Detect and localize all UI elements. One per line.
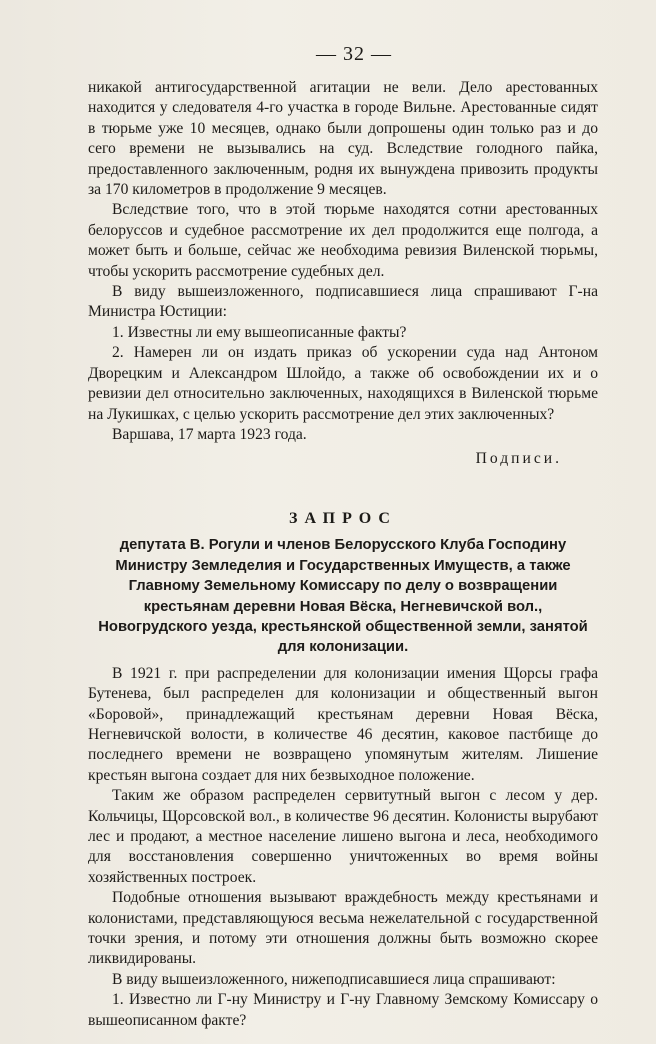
signatures: Подписи. [475,450,562,468]
request-question-1: 1. Известно ли Г-ну Министру и Г-ну Главному Земскому Комиссару о вышеописанном факте? [88,991,598,1029]
request-subtitle: депутата В. Рогули и членов Белорусского Клуба Господину Министру Земледелия и Государственных Имуществ, а также Главному Земельному Комиссару по делу о возвращении крестьянам деревни Новая Вёска, Негневичской вол., Новогрудского уезда, крестьянской общественной земли, занятой для колонизации. [98,537,588,656]
question-1: 1. Известны ли ему вышеописанные факты? [112,323,407,341]
paragraph-hostility: Подобные отношения вызывают враждебность между крестьянами и колонистами, представляющуюся весьма нежелательной с государственной точки зрения, и потому эти отношения должны быть возможно скорее ликвидированы. [88,889,598,968]
question-2: 2. Намерен ли он издать приказ об ускорении суда над Антоном Дворецким и Александром Шлойдо, а также об освобождении их и о ревизии дел относительно заключенных, находящихся в Виленской тюрьме на Лукишках, с целью ускорить рассмотрение дел этих заключенных? [88,344,598,423]
paragraph-servitude: Таким же образом распределен сервитутный выгон с лесом у дер. Кольчицы, Щорсовской вол., в количестве 96 десятин. Колонисты вырубают лес и продают, а местное население лишено выгона и леса, необходимого для восстановления совершенно уничтоженных во время войны хозяйственных построек. [88,787,598,886]
paragraph-agitation: никакой антигосударственной агитации не вели. Дело арестованных находится у следователя 4-го участка в городе Вильне. Арестованные сидят в тюрьме уже 10 месяцев, однако были допрошены один только раз и до сего времени не вызывались на суд. Вследствие голодного пайка, предоставленного заключенным, родня их вынуждена привозить продукты за 170 километров в продолжение 9 месяцев. [88,79,598,199]
date-line: Варшава, 17 марта 1923 года. [112,425,307,443]
request-title: ЗАПРОС [289,510,397,528]
paragraph-justice-question: В виду вышеизложенного, подписавшиеся лица спрашивают Г-на Министра Юстиции: [88,283,598,321]
text-column [88,40,598,1031]
paragraph-questions-intro: В виду вышеизложенного, нижеподписавшиеся лица спрашивают: [112,970,556,988]
paragraph-colonization: В 1921 г. при распределении для колонизации имения Щорсы графа Бутенева, был распределен для колонизации и общественный выгон «Боровой», принадлежащий крестьянам деревни Новая Вёска, Негневичской волости, в количестве 46 десятин, каковое пастбище до последнего времени не возвращено упомянутым жителям. Лишение крестьян выгона создает для них безвыходное положение. [88,664,598,784]
paragraph-prison-revision: Вследствие того, что в этой тюрьме находятся сотни арестованных белоруссов и судебное рассмотрение их дел продолжится еще полгода, а может быть и больше, сейчас же необходима ревизия Виленской тюрьмы, чтобы ускорить рассмотрение судебных дел. [88,201,598,280]
page-number: — 32 — [316,43,392,65]
